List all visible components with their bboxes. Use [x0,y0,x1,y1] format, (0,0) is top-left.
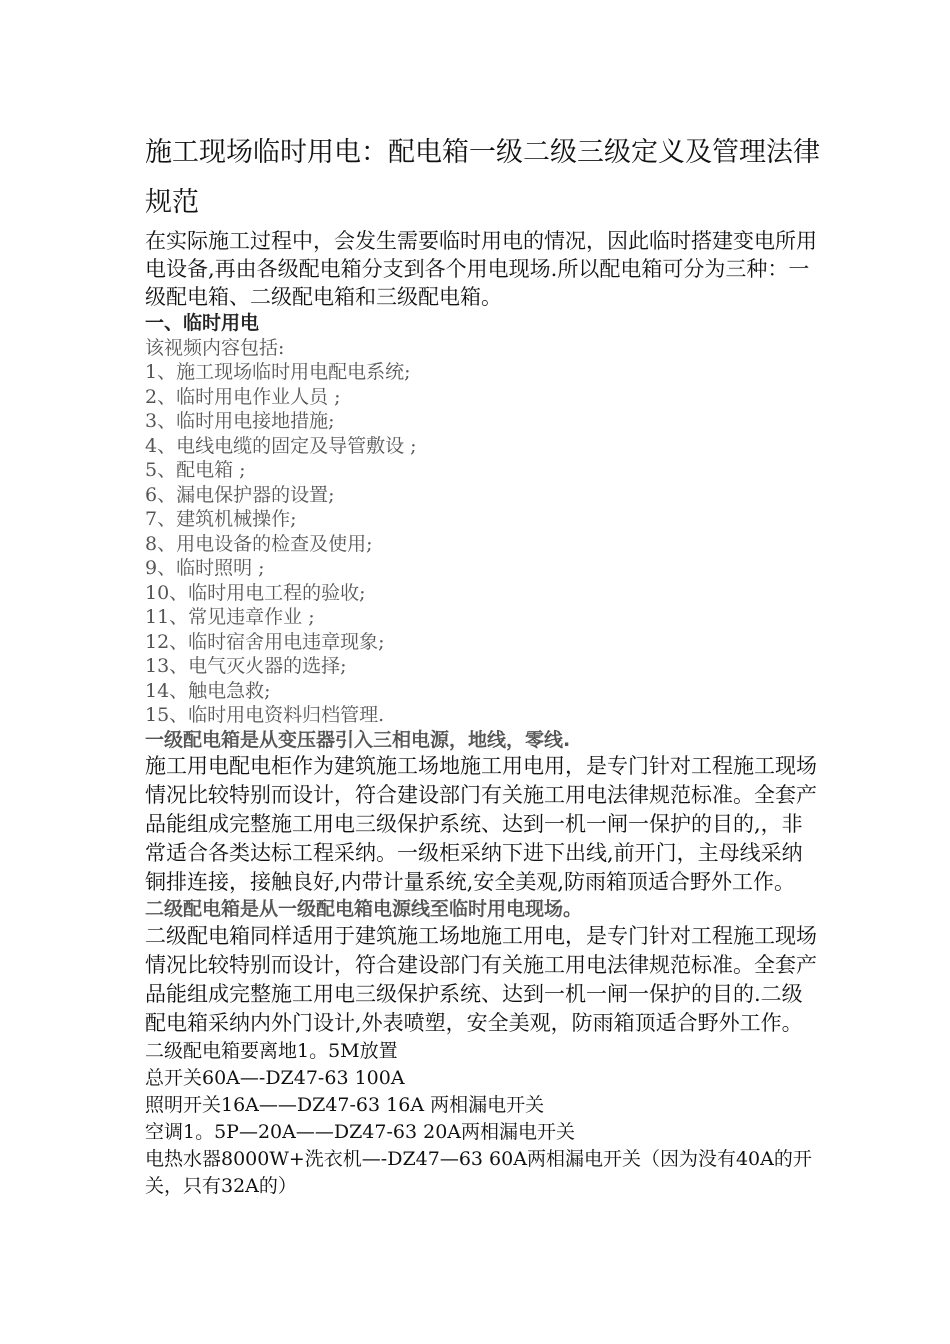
list-item: 14、触电急救; [145,679,271,702]
video-contents-lead: 该视频内容包括: [145,336,285,359]
list-item: 5、配电箱 ; [145,459,246,481]
list-item: 13、电气灭火器的选择; [145,655,347,677]
list-item: 7、建筑机械操作; [145,508,297,530]
list-item: 8、用电设备的检查及使用; [145,532,373,555]
document-title: 施工现场临时用电：配电箱一级二级三级定义及管理法律规范 [145,137,820,218]
spec-line: 二级配电箱要离地1。5M放置 [145,1039,398,1062]
document-body [145,227,820,1200]
spec-line: 照明开关16A——DZ47-63 16A 两相漏电开关 [145,1093,545,1116]
video-contents-list [145,360,820,728]
level1-paragraph: 施工用电配电柜作为建筑施工场地施工用电用，是专门针对工程施工现场情况比较特别而设计，符合建设部门有关施工用电法律规范标准。全套产品能组成完整施工用电三级保护系统、达到一机一闸一保护的目的,，非常适合各类达标工程采纳。一级柜采纳下进下出线,前开门，主母线采纳铜排连接，接触良好,内带计量系统,安全美观,防雨箱顶适合野外工作。 [145,754,817,894]
list-item: 1、施工现场临时用电配电系统; [145,361,411,383]
spec-line: 空调1。5P—20A——DZ47-63 20A两相漏电开关 [145,1120,576,1143]
list-item: 15、临时用电资料归档管理. [145,704,385,726]
level2-heading: 二级配电箱是从一级配电箱电源线至临时用电现场。 [145,898,583,920]
list-item: 9、临时照明 ; [145,557,265,579]
level1-heading: 一级配电箱是从变压器引入三相电源，地线，零线. [145,728,571,751]
list-item: 6、漏电保护器的设置; [145,483,335,506]
list-item: 12、临时宿舍用电违章现象; [145,630,385,653]
level2-paragraph: 二级配电箱同样适用于建筑施工场地施工用电，是专门针对工程施工现场情况比较特别而设计，符合建设部门有关施工用电法律规范标准。全套产品能组成完整施工用电三级保护系统、达到一机一闸一保护的目的.二级配电箱采纳内外门设计,外表喷塑，安全美观，防雨箱顶适合野外工作。 [145,923,817,1035]
spec-line: 总开关60A—-DZ47-63 100A [145,1066,405,1089]
list-item: 3、临时用电接地措施; [145,410,335,432]
list-item: 4、电线电缆的固定及导管敷设 ; [145,434,417,457]
section-heading-temporary-power: 一、临时用电 [145,312,260,334]
spec-line: 电热水器8000W+洗衣机—-DZ47—63 60A两相漏电开关（因为没有40A的开关，只有32A的） [145,1147,812,1197]
intro-paragraph: 在实际施工过程中，会发生需要临时用电的情况，因此临时搭建变电所用电设备,再由各级配电箱分支到各个用电现场.所以配电箱可分为三种：一级配电箱、二级配电箱和三级配电箱。 [145,229,817,309]
list-item: 11、常见违章作业 ; [145,606,315,628]
list-item: 10、临时用电工程的验收; [145,581,366,604]
list-item: 2、临时用电作业人员 ; [145,385,341,408]
